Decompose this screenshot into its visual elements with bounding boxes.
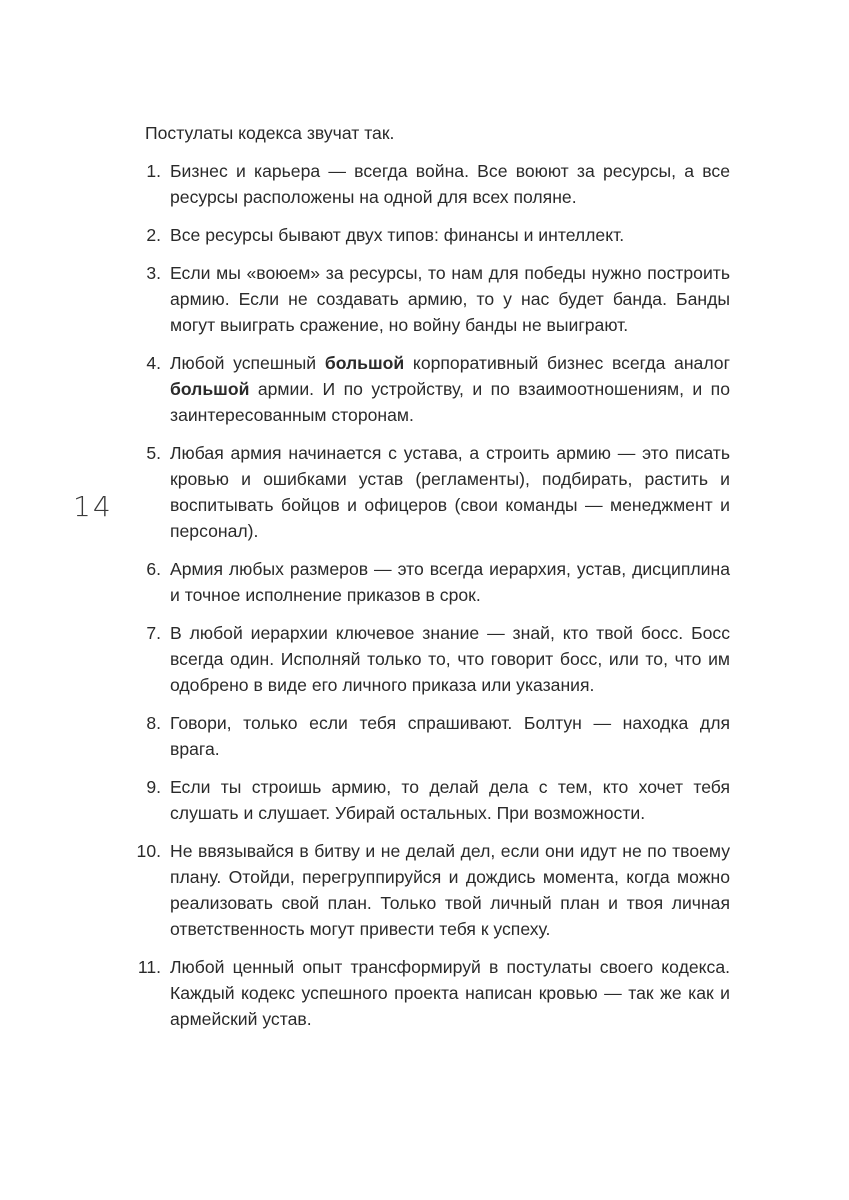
list-item — [145, 222, 730, 248]
list-item-text — [170, 841, 730, 939]
bold-emphasis: большой — [170, 379, 250, 399]
list-item-number: 10. — [136, 841, 161, 861]
text-segment: Говори, только если тебя спрашивают. Болтун — находка для врага. — [170, 713, 730, 759]
list-item-text — [170, 713, 730, 759]
list-item — [145, 620, 730, 698]
text-segment: Любой ценный опыт трансформируй в постулаты своего кодекса. Каждый кодекс успешного проекта написан кровью — так же как и армейский устав. — [170, 957, 730, 1029]
list-item-text — [170, 161, 730, 207]
list-item-number: 7. — [146, 623, 161, 643]
text-segment: Любой успешный — [170, 353, 325, 373]
list-item — [136, 838, 730, 942]
list-item-text — [170, 443, 730, 541]
list-item-text — [170, 777, 730, 823]
list-item-number: 8. — [146, 713, 161, 733]
list-item-number: 5. — [146, 443, 161, 463]
text-segment: Любая армия начинается с устава, а строить армию — это писать кровью и ошибками устав (регламенты), подбирать, растить и воспитывать бойцов и офицеров (свои команды — менеджмент и персонал). — [170, 443, 730, 541]
list-item-number: 4. — [146, 353, 161, 373]
bold-emphasis: большой — [324, 353, 405, 373]
list-item — [145, 710, 730, 762]
postulates-list — [136, 158, 731, 1032]
intro-text: Постулаты кодекса звучат так. — [145, 123, 395, 143]
list-item-number: 9. — [146, 777, 161, 797]
list-item — [145, 158, 730, 210]
list-item-number: 2. — [146, 225, 161, 245]
page-number: 14 — [73, 490, 113, 523]
text-segment: В любой иерархии ключевое знание — знай, кто твой босс. Босс всегда один. Исполняй только то, что говорит босс, или то, что им одобрено в виде его личного приказа или указания. — [170, 623, 730, 695]
text-segment: Бизнес и карьера — всегда война. Все воюют за ресурсы, а все ресурсы расположены на одной для всех поляне. — [170, 161, 730, 207]
text-segment: Если мы «воюем» за ресурсы, то нам для победы нужно построить армию. Если не создавать армию, то у нас будет банда. Банды могут выиграть сражение, но войну банды не выиграют. — [170, 263, 730, 335]
list-item-number: 11. — [137, 957, 161, 977]
text-segment: Не ввязывайся в битву и не делай дел, если они идут не по твоему плану. Отойди, перегруппируйся и дождись момента, когда можно реализовать свой план. Только твой личный план и твоя личная ответственность могут привести тебя к успеху. — [170, 841, 730, 939]
list-item — [145, 260, 730, 338]
list-item — [145, 556, 730, 608]
list-item-number: 3. — [146, 263, 161, 283]
list-item-text — [170, 957, 730, 1029]
list-item — [145, 350, 730, 428]
list-item-text — [170, 225, 624, 245]
list-item-text — [170, 559, 730, 605]
text-segment: Все ресурсы бывают двух типов: финансы и интеллект. — [170, 225, 625, 245]
list-item-number: 1. — [146, 161, 161, 181]
text-segment: Если ты строишь армию, то делай дела с тем, кто хочет тебя слушать и слушает. Убирай остальных. При возможности. — [170, 777, 730, 823]
text-segment: корпоративный бизнес всегда аналог — [404, 353, 731, 373]
list-item — [137, 954, 730, 1032]
page-body — [136, 120, 731, 1044]
list-item-text — [170, 353, 730, 425]
list-item-text — [170, 623, 730, 695]
list-item — [145, 774, 730, 826]
text-segment: Армия любых размеров — это всегда иерархия, устав, дисциплина и точное исполнение приказов в срок. — [170, 559, 730, 605]
list-item-number: 6. — [146, 559, 161, 579]
list-item — [145, 440, 730, 544]
text-segment: армии. И по устройству, и по взаимоотношениям, и по заинтересованным сторонам. — [170, 379, 730, 425]
list-item-text — [170, 263, 730, 335]
